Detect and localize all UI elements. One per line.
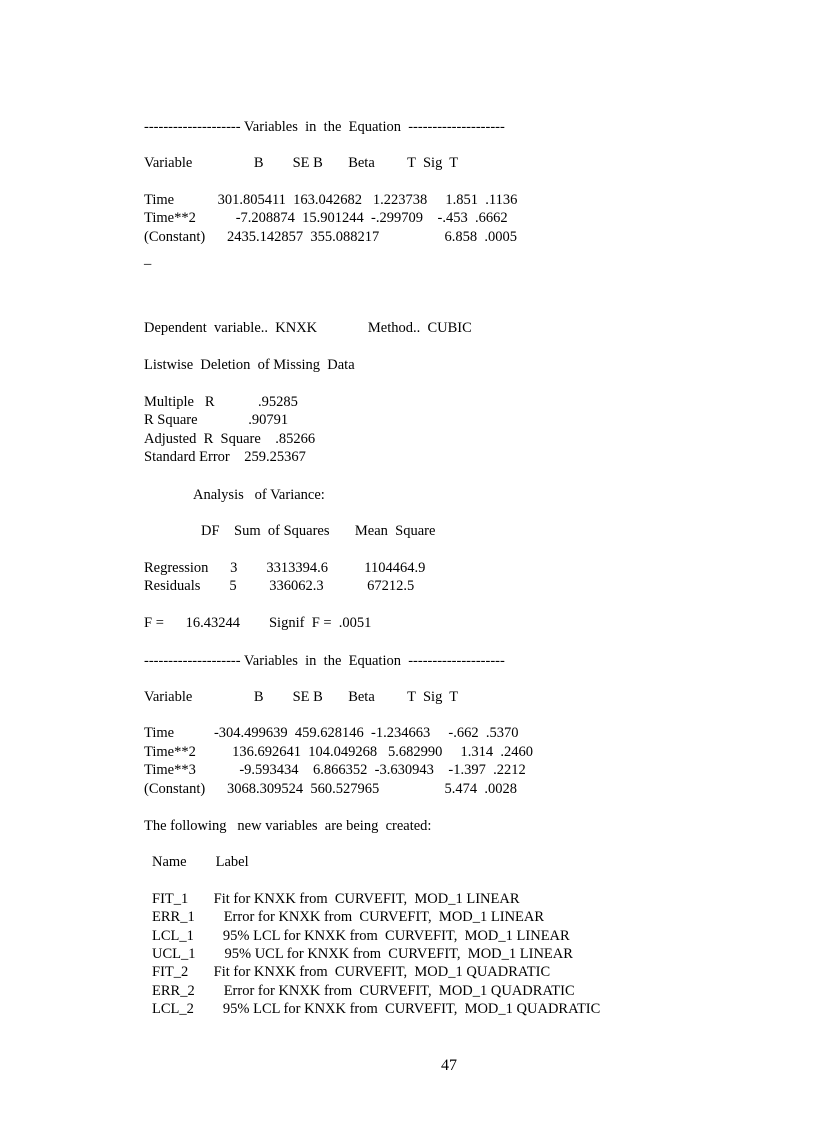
- new-variable-row: ERR_2 Error for KNXK from CURVEFIT, MOD_1 QUADRATIC: [152, 983, 575, 999]
- coef-row-time: Time -304.499639 459.628146 -1.234663 -.662 .5370: [144, 725, 519, 741]
- coef-row-constant: (Constant) 2435.142857 355.088217 6.858 .0005: [144, 229, 517, 245]
- coef-row-time3: Time**3 -9.593434 6.866352 -3.630943 -1.397 .2212: [144, 762, 526, 778]
- new-variable-row: ERR_1 Error for KNXK from CURVEFIT, MOD_1 LINEAR: [152, 909, 545, 925]
- new-variable-row: LCL_2 95% LCL for KNXK from CURVEFIT, MOD_1 QUADRATIC: [152, 1001, 601, 1017]
- anova-title: Analysis of Variance:: [193, 487, 325, 503]
- f-statistic-line: F = 16.43244 Signif F = .0051: [144, 615, 372, 631]
- new-variable-row: FIT_2 Fit for KNXK from CURVEFIT, MOD_1 QUADRATIC: [152, 964, 551, 980]
- stat-r-square: R Square .90791: [144, 412, 289, 428]
- coef-row-time2: Time**2 136.692641 104.049268 5.682990 1.314 .2460: [144, 744, 533, 760]
- anova-row-regression: Regression 3 3313394.6 1104464.9: [144, 560, 426, 576]
- new-variables-intro: The following new variables are being created:: [144, 818, 432, 834]
- coef-row-time2: Time**2 -7.208874 15.901244 -.299709 -.453 .6662: [144, 210, 508, 226]
- new-variable-row: FIT_1 Fit for KNXK from CURVEFIT, MOD_1 LINEAR: [152, 891, 520, 907]
- section-header-2: -------------------- Variables in the Equation --------------------: [144, 653, 505, 669]
- cursor-mark: _: [144, 251, 152, 267]
- coef-header-row-2: Variable B SE B Beta T Sig T: [144, 689, 459, 705]
- anova-header: DF Sum of Squares Mean Square: [201, 523, 436, 539]
- new-variables-header: Name Label: [152, 854, 249, 870]
- new-variable-row: UCL_1 95% UCL for KNXK from CURVEFIT, MOD_1 LINEAR: [152, 946, 573, 962]
- listwise-deletion-line: Listwise Deletion of Missing Data: [144, 357, 355, 373]
- coef-row-constant: (Constant) 3068.309524 560.527965 5.474 .0028: [144, 781, 517, 797]
- section-header-1: -------------------- Variables in the Equation --------------------: [144, 119, 505, 135]
- coef-row-time: Time 301.805411 163.042682 1.223738 1.851 .1136: [144, 192, 518, 208]
- stat-standard-error: Standard Error 259.25367: [144, 449, 306, 465]
- anova-row-residuals: Residuals 5 336062.3 67212.5: [144, 578, 415, 594]
- dependent-variable-line: Dependent variable.. KNXK Method.. CUBIC: [144, 320, 472, 336]
- new-variable-row: LCL_1 95% LCL for KNXK from CURVEFIT, MOD_1 LINEAR: [152, 928, 570, 944]
- stat-multiple-r: Multiple R .95285: [144, 394, 298, 410]
- page-number: 47: [441, 1057, 457, 1074]
- coef-header-row-1: Variable B SE B Beta T Sig T: [144, 155, 459, 171]
- stat-adjusted-r-square: Adjusted R Square .85266: [144, 431, 316, 447]
